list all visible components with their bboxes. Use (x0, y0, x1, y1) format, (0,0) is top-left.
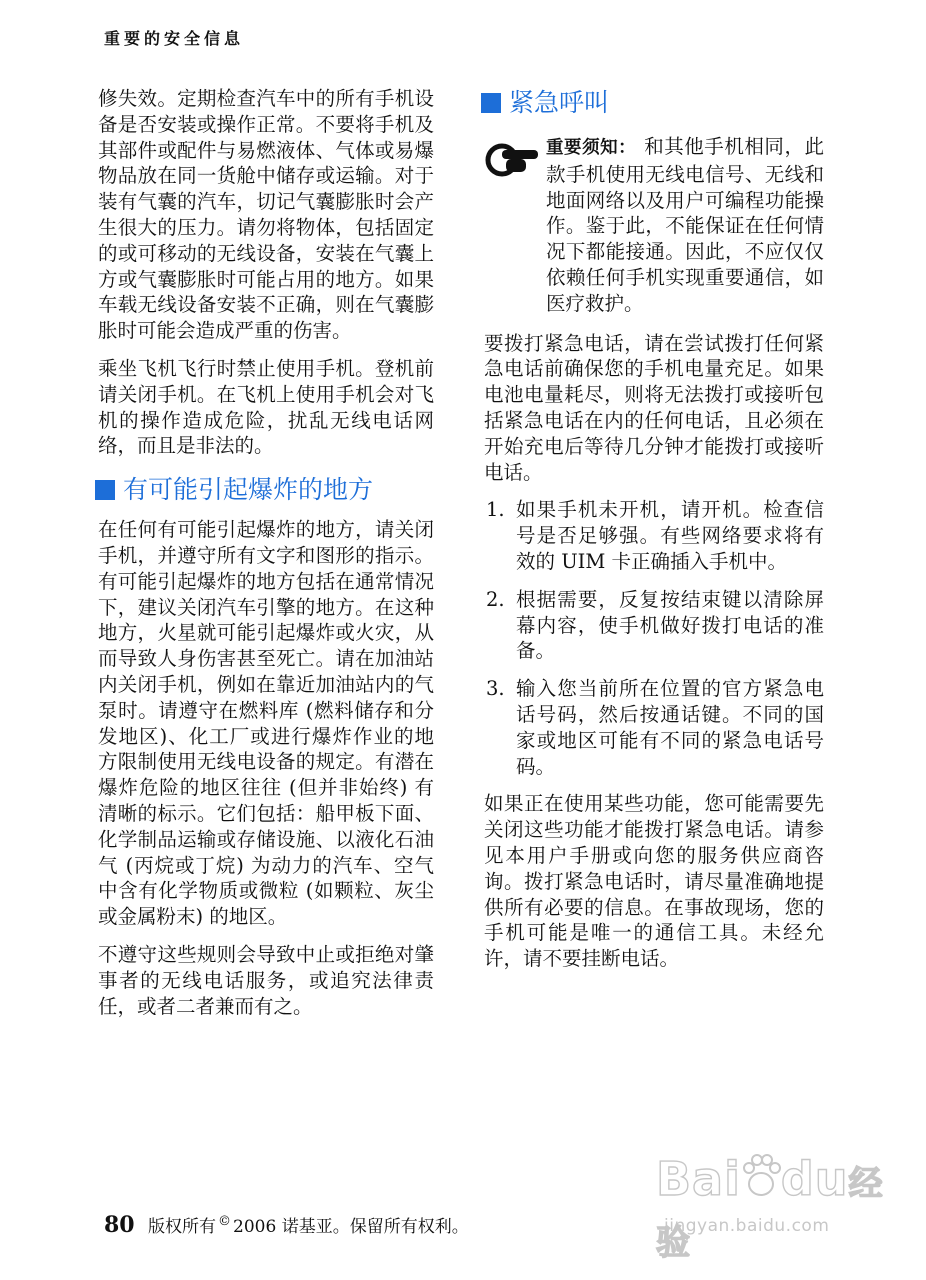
emergency-closing-paragraph: 如果正在使用某些功能，您可能需要先关闭这些功能才能拨打紧急电话。请参见本用户手册或向您的服务供应商咨询。拨打紧急电话时，请尽量准确地提供所有必要的信息。在事故现场，您的手机可能是唯一的通信工具。未经允许，请不要挂断电话。 (484, 792, 824, 971)
list-item (484, 587, 824, 664)
running-header: 重要的安全信息 (104, 29, 245, 48)
pointing-hand-icon (484, 134, 546, 317)
emergency-intro-paragraph: 要拨打紧急电话，请在尝试拨打任何紧急电话前确保您的手机电量充足。如果电池电量耗尽，则将无法拨打或接听包括紧急电话在内的任何电话，且必须在开始充电后等待几分钟才能拨打或接听电话。 (484, 331, 824, 484)
page-footer (104, 1212, 469, 1238)
important-notice (484, 134, 824, 317)
list-item (484, 497, 824, 574)
notice-label: 重要须知： (546, 138, 637, 158)
explosive-areas-heading-text: 有可能引起爆炸的地方 (123, 475, 374, 505)
emergency-calls-heading (481, 86, 824, 120)
copyright-label: 版权所有 (148, 1217, 217, 1237)
explosive-areas-paragraph: 在任何有可能引起爆炸的地方，请关闭手机，并遵守所有文字和图形的指示。有可能引起爆炸的地方包括在通常情况下，建议关闭汽车引擎的地方。在这种地方，火星就可能引起爆炸或火灾，从而导致人身伤害甚至死亡。请在加油站内关闭手机，例如在靠近加油站内的气泵时。请遵守在燃料库 (燃料储存和分发地区)、化工厂或进行爆炸作业的地方限制使用无线电设备的规定。有潜在爆炸危险的地区往往 (但并非始终) 有清晰的标示。它们包括：船甲板下面、化学制品运输或存储设施、以液化石油气 (丙烷或丁烷) 为动力的汽车、空气中含有化学物质或微粒 (如颗粒、灰尘或金属粉末) 的地区。 (98, 518, 434, 929)
notice-text: 和其他手机相同，此款手机使用无线电信号、无线和地面网络以及用户可编程功能操作。鉴于此，不能保证在任何情况下都能接通。因此，不应仅仅依赖任何手机实现重要通信，如医疗救护。 (546, 135, 824, 315)
left-column (98, 86, 434, 1031)
step-number: 3. (486, 677, 505, 701)
paw-icon (741, 1154, 781, 1211)
step-text: 输入您当前所在位置的官方紧急电话号码，然后按通话键。不同的国家或地区可能有不同的紧急电话号码。 (516, 677, 824, 778)
copyright-text: 2006 诺基亚。保留所有权利。 (233, 1217, 469, 1237)
step-text: 根据需要，反复按结束键以清除屏幕内容，使手机做好拨打电话的准备。 (516, 587, 824, 663)
step-number: 1. (486, 498, 505, 522)
copyright-icon: © (218, 1214, 232, 1230)
emergency-steps-list (484, 497, 824, 779)
airbag-paragraph: 修失效。定期检查汽车中的所有手机设备是否安装或操作正常。不要将手机及其部件或配件与易燃液体、气体或易爆物品放在同一货舱中储存或运输。对于装有气囊的汽车，切记气囊膨胀时会产生很大的压力。请勿将物体，包括固定的或可移动的无线设备，安装在气囊上方或气囊膨胀时可能占用的地方。如果车载无线设备安装不正确，则在气囊膨胀时可能会造成严重的伤害。 (98, 87, 434, 343)
page-number: 80 (104, 1212, 135, 1238)
penalty-paragraph: 不遵守这些规则会导致中止或拒绝对肇事者的无线电话服务，或追究法律责任，或者二者兼而有之。 (98, 942, 434, 1018)
right-column (484, 86, 824, 984)
aircraft-paragraph: 乘坐飞机飞行时禁止使用手机。登机前请关闭手机。在飞机上使用手机会对飞机的操作造成危险，扰乱无线电话网络，而且是非法的。 (98, 356, 434, 458)
section-square-icon (481, 93, 501, 113)
step-number: 2. (486, 587, 505, 611)
watermark-logo: Bai du经验 (656, 1152, 884, 1263)
baidu-watermark (652, 1132, 902, 1263)
watermark-url: jingyan.baidu.com (664, 1216, 830, 1236)
explosive-areas-heading (95, 473, 434, 507)
list-item (484, 676, 824, 779)
step-text: 如果手机未开机，请开机。检查信号是否足够强。有些网络要求将有效的 UIM 卡正确插入手机中。 (516, 498, 824, 573)
emergency-calls-heading-text: 紧急呼叫 (509, 88, 610, 117)
section-square-icon (95, 480, 115, 500)
